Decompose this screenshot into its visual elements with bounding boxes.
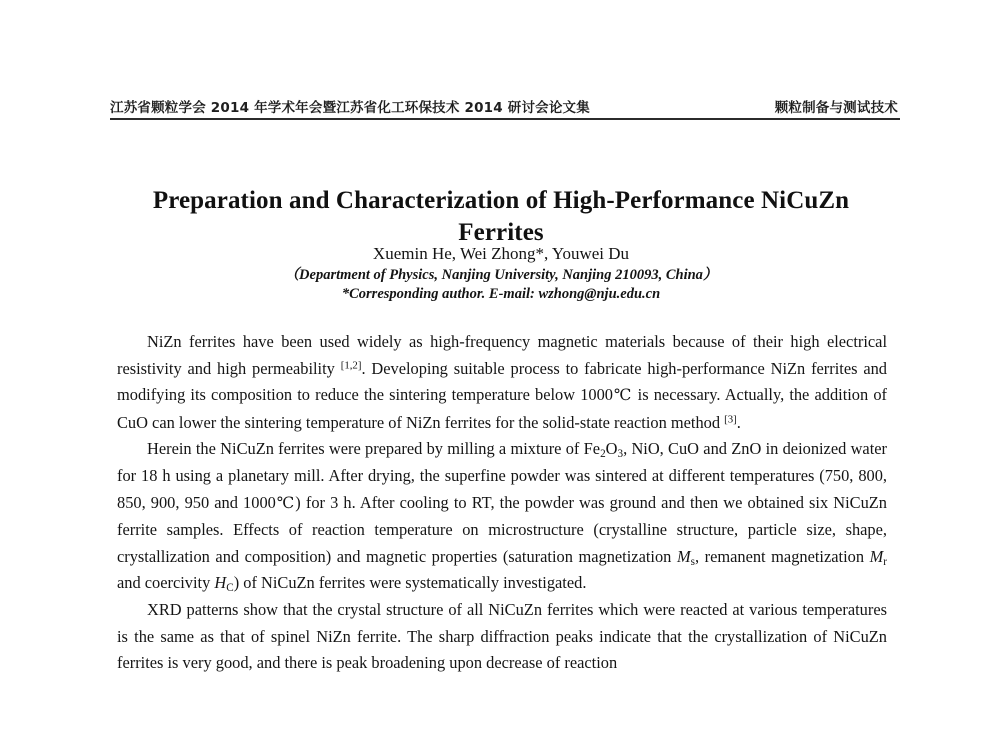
corresponding-author-line: *Corresponding author. E-mail: wzhong@nju.edu.cn bbox=[341, 286, 661, 302]
affiliation-line: （Department of Physics, Nanjing University, Nanjing 210093, China） bbox=[284, 267, 718, 283]
header-divider-rule bbox=[110, 118, 900, 120]
formula-subscript-fe2: 2 bbox=[600, 448, 606, 461]
p2-segment-d: ) for 3 h. After cooling to RT, the powder was ground and then we obtained six NiCuZn ferrite samples. Effects of reaction temperature on microstructure (crystalline structure, particle size, shape, crystallization and composition) and magnetic properties (saturation magnetization bbox=[117, 492, 888, 566]
paragraph-2 bbox=[117, 436, 887, 597]
p2-segment-a: Herein the NiCuZn ferrites were prepared by milling a mixture of Fe bbox=[147, 439, 601, 459]
p2-segment-f: and coercivity bbox=[117, 573, 215, 593]
page-title: Preparation and Characterization of High-Performance NiCuZn Ferrites bbox=[152, 186, 850, 246]
subscript-c: C bbox=[226, 582, 234, 595]
p2-degree-celsius: ℃ bbox=[275, 494, 296, 512]
running-header-right: 颗粒制备与测试技术 bbox=[774, 100, 898, 116]
page-bottom-clip bbox=[0, 726, 1000, 732]
formula-subscript-o3: 3 bbox=[617, 448, 624, 461]
citation-ref-1: [1,2] bbox=[340, 358, 362, 371]
symbol-coercivity: H bbox=[214, 573, 227, 593]
p1-segment-d: . bbox=[736, 412, 741, 432]
subscript-r: r bbox=[883, 555, 887, 568]
running-header bbox=[110, 96, 900, 116]
p1-degree-celsius-1: ℃ bbox=[613, 387, 633, 405]
author-list: Xuemin He, Wei Zhong*, Youwei Du bbox=[372, 244, 630, 263]
symbol-remanent-magnetization: M bbox=[869, 546, 884, 566]
symbol-saturation-magnetization: M bbox=[676, 546, 691, 566]
body-text bbox=[117, 329, 887, 677]
p2-segment-e: , remanent magnetization bbox=[694, 546, 870, 566]
paragraph-1 bbox=[117, 329, 887, 436]
subscript-s: s bbox=[690, 555, 695, 568]
running-header-left: 江苏省颗粒学会 2014 年学术年会暨江苏省化工环保技术 2014 研讨会论文集 bbox=[110, 100, 590, 116]
p1-segment-b: . Developing suitable process to fabricate high-performance NiZn ferrites and modifying its composition to reduce the sintering temperature below 1000 bbox=[117, 358, 887, 405]
citation-ref-3: [3] bbox=[724, 413, 737, 426]
p1-segment-a: NiZn ferrites have been used widely as high-frequency magnetic materials because of their high electrical resistivity and high permeability bbox=[117, 332, 887, 378]
p2-segment-c: , NiO, CuO and ZnO in deionized water for 18 h using a planetary mill. After drying, the superfine powder was sintered at different temperatures (750, 800, 850, 900, 950 and 1000 bbox=[117, 439, 887, 512]
p2-segment-b: O bbox=[605, 439, 618, 459]
paragraph-3: XRD patterns show that the crystal structure of all NiCuZn ferrites which were reacted at various temperatures is the same as that of spinel NiZn ferrite. The sharp diffraction peaks indicate that the crystallization of NiCuZn ferrites is very good, and there is peak broadening upon decrease of reaction bbox=[117, 599, 887, 673]
p1-segment-c: is necessary. Actually, the addition of CuO can lower the sintering temperature of NiZn ferrites for the solid-state reaction method bbox=[117, 385, 887, 432]
p2-segment-g: ) of NiCuZn ferrites were systematically investigated. bbox=[233, 573, 587, 593]
